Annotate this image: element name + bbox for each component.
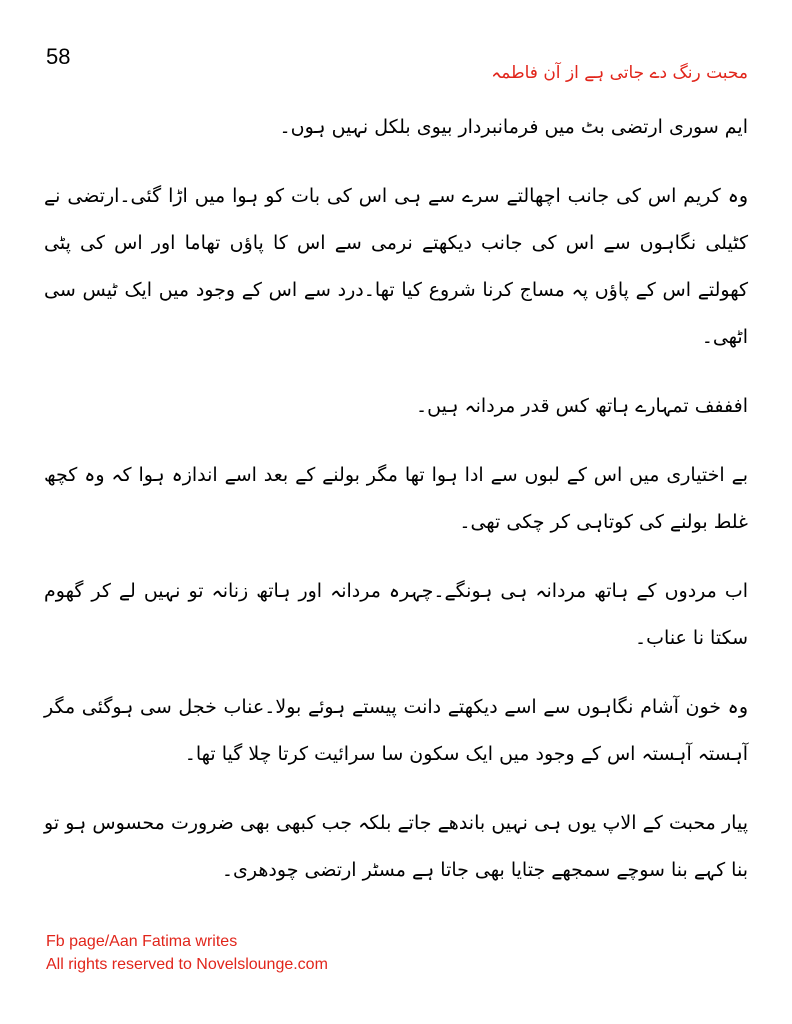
paragraph: افففف تمہارے ہاتھ کس قدر مردانہ ہیں۔ <box>416 395 748 417</box>
story-text <box>44 104 748 916</box>
footer-rights-notice: All rights reserved to Novelslounge.com <box>46 956 328 973</box>
paragraph: وہ کریم اس کی جانب اچھالتے سرے سے ہی اس کی بات کو ہوا میں اڑا گئی۔ارتضی نے کٹیلی نگاہوں سے اس کی جانب دیکھتے نرمی سے اس کا پاؤں تھاما اور اس کی پٹی کھولتے اس کے پاؤں پہ مساج کرنا شروع کیا تھا۔درد سے اس کے وجود میں ایک ٹیس سی اٹھی۔ <box>44 185 748 348</box>
paragraph: ایم سوری ارتضی بٹ میں فرمانبردار بیوی بلکل نہیں ہوں۔ <box>279 116 748 138</box>
paragraph: وہ خون آشام نگاہوں سے اسے دیکھتے دانت پیستے ہوئے بولا۔عناب خجل سی ہوگئی مگر آہستہ آہستہ اس کے وجود میں ایک سکون سا سرائیت کرتا چلا گیا تھا۔ <box>44 696 748 765</box>
page-number: 58 <box>46 44 71 69</box>
footer-facebook-page: Fb page/Aan Fatima writes <box>46 933 238 950</box>
footer-credits <box>46 930 328 976</box>
paragraph: بے اختیاری میں اس کے لبوں سے ادا ہوا تھا مگر بولنے کے بعد اسے اندازہ ہوا کہ وہ کچھ غلط بولنے کی کوتاہی کر چکی تھی۔ <box>44 464 748 533</box>
novel-title-header: محبت رنگ دے جاتی ہے از آن فاطمہ <box>491 63 748 83</box>
paragraph: اب مردوں کے ہاتھ مردانہ ہی ہونگے۔چہرہ مردانہ اور ہاتھ زنانہ تو نہیں لے کر گھوم سکتا نا عناب۔ <box>44 580 748 649</box>
paragraph: پیار محبت کے الاپ یوں ہی نہیں باندھے جاتے بلکہ جب کبھی بھی ضرورت محسوس ہو تو بنا کہے بنا سوچے سمجھے جتایا بھی جاتا ہے مسٹر ارتضی چودھری۔ <box>44 812 748 881</box>
